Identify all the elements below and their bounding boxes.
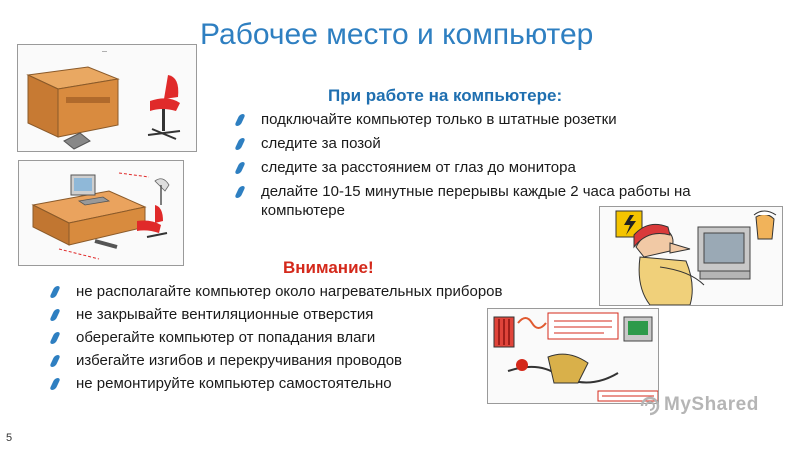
list-item	[237, 134, 697, 153]
list-item-text: оберегайте компьютер от попадания влаги	[76, 329, 376, 346]
list-item-text: избегайте изгибов и перекручивания проводов	[76, 352, 403, 369]
page-number: 5	[6, 432, 13, 444]
list-item-text: не располагайте компьютер около нагревательных приборов	[76, 283, 503, 300]
list-item	[52, 351, 592, 370]
computer-work-heading: При работе на компьютере:	[328, 86, 563, 105]
list-item-text: не ремонтируйте компьютер самостоятельно	[76, 375, 392, 392]
list-item-text: не закрывайте вентиляционные отверстия	[76, 306, 374, 323]
list-item	[237, 110, 697, 129]
list-item	[52, 305, 592, 324]
workstation-illustration	[18, 160, 184, 266]
list-item	[237, 158, 697, 177]
desk-chair-illustration	[17, 44, 197, 152]
list-item	[52, 282, 592, 301]
list-item	[52, 328, 592, 347]
bullet-icon	[234, 186, 246, 198]
watermark	[636, 394, 766, 418]
bullet-icon	[49, 286, 61, 298]
attention-heading: Внимание!	[283, 258, 374, 277]
myshared-logo-icon	[640, 396, 662, 416]
list-item-text: делайте 10-15 минутные перерывы каждые 2 часа работы на компьютере	[261, 183, 691, 219]
list-item-text: подключайте компьютер только в штатные розетки	[261, 111, 617, 128]
slide-title: Рабочее место и компьютер	[200, 18, 594, 51]
attention-list	[52, 282, 592, 397]
bullet-icon	[234, 114, 246, 126]
watermark-text: MyShared	[664, 394, 759, 415]
bullet-icon	[49, 332, 61, 344]
bullet-icon	[234, 162, 246, 174]
list-item	[52, 374, 592, 393]
bullet-icon	[49, 309, 61, 321]
list-item	[237, 182, 697, 220]
computer-work-list	[237, 110, 697, 225]
bullet-icon	[49, 378, 61, 390]
bullet-icon	[49, 355, 61, 367]
svg-text:—: —	[102, 49, 107, 55]
list-item-text: следите за позой	[261, 135, 381, 152]
bullet-icon	[234, 138, 246, 150]
list-item-text: следите за расстоянием от глаз до монитора	[261, 159, 576, 176]
